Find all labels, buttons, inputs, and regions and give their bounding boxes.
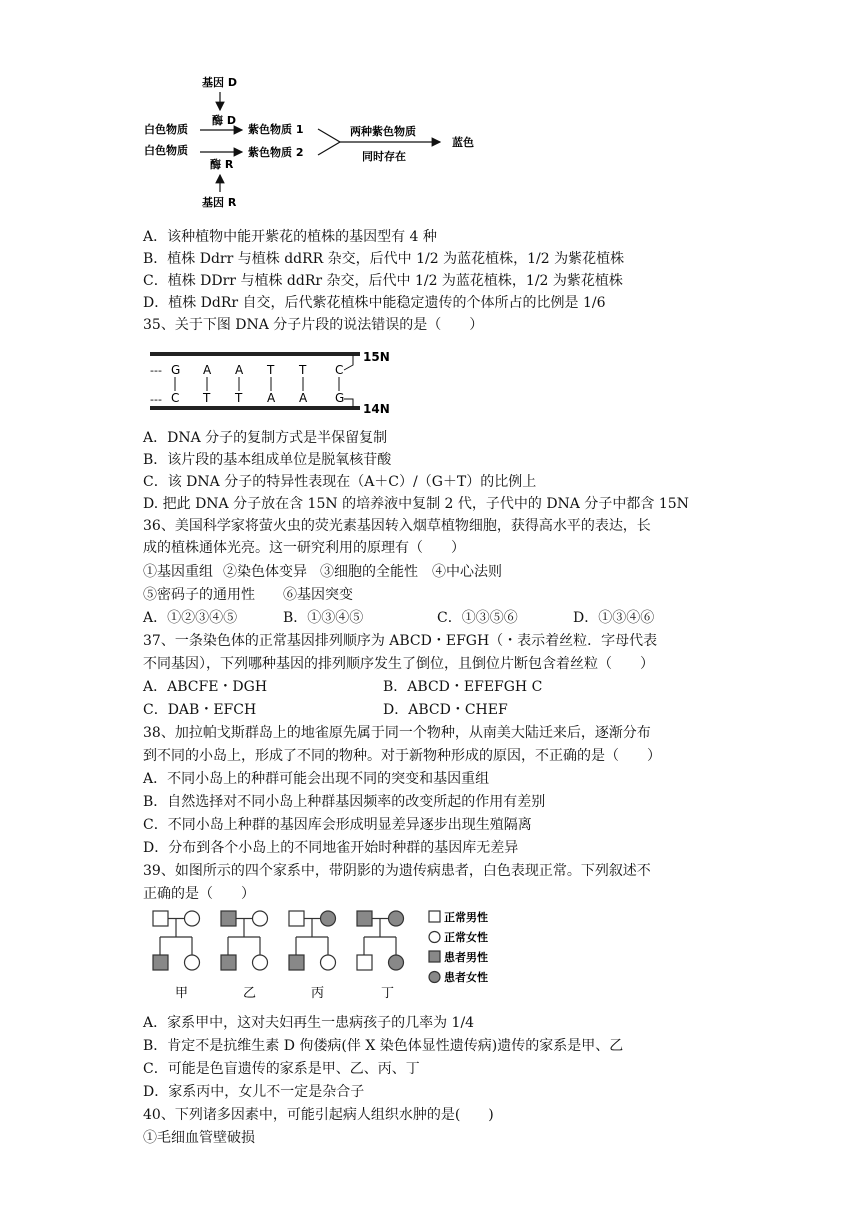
label-jia: 甲: [175, 986, 189, 1001]
enzyme-d-label: 酶 D: [212, 114, 236, 127]
label-14n: 14N: [363, 402, 390, 416]
q34-option-b: B．植株 Ddrr 与植株 ddRR 杂交，后代中 1/2 为蓝花植株，1/2 为紫花植株: [143, 251, 625, 267]
q34-option-a: A．该种植物中能开紫花的植株的基因型有 4 种: [143, 229, 437, 245]
q36-item-6: ⑥基因突变: [283, 587, 353, 603]
dna-fragment-diagram: [145, 343, 395, 418]
pedigree-legend: [429, 911, 440, 983]
q40-stem: 40、下列诸多因素中，可能引起病人组织水肿的是( ): [143, 1107, 494, 1123]
label-ding: 丁: [381, 986, 395, 1001]
family-jia: [153, 911, 200, 970]
q35-option-d: D. 把此 DNA 分子放在含 15N 的培养液中复制 2 代，子代中的 DNA 分子中都含 15N: [143, 496, 689, 512]
blue-label: 蓝色: [452, 136, 474, 149]
q35-option-c: C．该 DNA 分子的特异性表现在（A＋C）/（G＋T）的比例上: [143, 474, 537, 490]
q36-item-5: ⑤密码子的通用性: [143, 587, 255, 603]
q38-option-a: A．不同小岛上的种群可能会出现不同的突变和基因重组: [143, 771, 490, 787]
dna-top-strand: [150, 352, 360, 356]
q39-option-a: A．家系甲中，这对夫妇再生一患病孩子的几率为 1/4: [143, 1015, 475, 1031]
purple-substance-2: 紫色物质 2: [248, 146, 304, 159]
bottom-dash: ---: [150, 393, 162, 406]
family-yi: [221, 911, 268, 970]
bottom-base-1: C: [171, 391, 180, 405]
q36-option-c: C．①③⑤⑥: [437, 610, 518, 626]
legend-normal-female: 正常女性: [444, 931, 488, 944]
q36-item-4: ④中心法则: [432, 564, 502, 580]
white-substance-2: 白色物质: [144, 144, 188, 157]
q38-option-d: D．分布到各个小岛上的不同地雀开始时种群的基因库无差异: [143, 840, 519, 856]
q38-option-b: B．自然选择对不同小岛上种群基因频率的改变所起的作用有差别: [143, 794, 546, 810]
q36-option-a: A．①②③④⑤: [143, 610, 238, 626]
label-bing: 丙: [311, 986, 325, 1001]
merge-bracket: [318, 129, 340, 155]
base-pairs: [171, 355, 353, 407]
pathway-diagram: [140, 72, 490, 212]
bottom-base-4: A: [267, 391, 276, 405]
q36-stem-line2: 成的植株通体光亮。这一研究利用的原理有（ ）: [143, 540, 465, 556]
legend-affected-male: 患者男性: [444, 951, 488, 964]
pedigree-diagram: [145, 905, 505, 1005]
coexist-label: 同时存在: [362, 150, 406, 163]
q34-option-d: D．植株 DdRr 自交，后代紫花植株中能稳定遗传的个体所占的比例是 1/6: [143, 295, 606, 311]
q37-option-a: A．ABCFE・DGH: [143, 679, 268, 695]
top-base-6: C: [335, 363, 344, 377]
label-15n: 15N: [363, 350, 390, 364]
q38-option-c: C．不同小岛上种群的基因库会形成明显差异逐步出现生殖隔离: [143, 817, 532, 833]
bottom-base-6: G: [335, 391, 345, 405]
q39-option-c: C．可能是色盲遗传的家系是甲、乙、丙、丁: [143, 1061, 420, 1077]
q38-stem-line1: 38、加拉帕戈斯群岛上的地雀原先属于同一个物种，从南美大陆迁来后，逐渐分布: [143, 725, 651, 741]
top-base-5: T: [299, 363, 307, 377]
q37-stem-line1: 37、一条染色体的正常基因排列顺序为 ABCD・EFGH（・表示着丝粒．字母代表: [143, 633, 658, 649]
label-yi: 乙: [243, 986, 257, 1001]
enzyme-r-label: 酶 R: [210, 158, 234, 171]
bottom-base-3: T: [235, 391, 243, 405]
legend-affected-female: 患者女性: [444, 971, 488, 984]
gene-r-label: 基因 R: [202, 196, 237, 209]
q39-stem-line2: 正确的是（ ）: [143, 886, 255, 902]
white-substance-1: 白色物质: [144, 123, 188, 136]
top-base-1: G: [171, 363, 181, 377]
q37-option-b: B．ABCD・EFEFGH C: [383, 679, 543, 695]
q37-option-d: D．ABCD・CHEF: [383, 702, 508, 718]
both-purple-label: 两种紫色物质: [350, 125, 416, 138]
family-ding: [357, 911, 404, 970]
q39-option-b: B．肯定不是抗维生素 D 佝偻病(伴 X 染色体显性遗传病)遗传的家系是甲、乙: [143, 1038, 624, 1054]
q38-stem-line2: 到不同的小岛上，形成了不同的物种。对于新物种形成的原因，不正确的是（ ）: [143, 748, 661, 764]
family-bing: [289, 911, 336, 970]
q35-stem: 35、关于下图 DNA 分子片段的说法错误的是（ ）: [143, 317, 484, 333]
dna-bottom-strand: [150, 406, 360, 410]
q36-stem-line1: 36、美国科学家将萤火虫的荧光素基因转入烟草植物细胞，获得高水平的表达，长: [143, 518, 651, 534]
gene-d-label: 基因 D: [202, 76, 237, 89]
q36-items-row1: [143, 562, 502, 582]
q37-options-row2: [143, 700, 508, 720]
q36-options: [143, 608, 654, 628]
top-dash: ---: [150, 364, 162, 377]
q36-item-1: ①基因重组: [143, 564, 213, 580]
q36-option-b: B．①③④⑤: [283, 610, 364, 626]
q39-stem-line1: 39、如图所示的四个家系中，带阴影的为遗传病患者，白色表现正常。下列叙述不: [143, 863, 651, 879]
q36-item-3: ③细胞的全能性: [320, 564, 418, 580]
q35-option-a: A．DNA 分子的复制方式是半保留复制: [143, 430, 388, 446]
q37-stem-line2: 不同基因），下列哪种基因的排列顺序发生了倒位，且倒位片断包含着丝粒（ ）: [143, 656, 654, 672]
purple-substance-1: 紫色物质 1: [248, 123, 304, 136]
top-base-4: T: [267, 363, 275, 377]
top-base-3: A: [235, 363, 244, 377]
family-labels: [175, 986, 394, 1001]
bottom-base-5: A: [299, 391, 308, 405]
q40-item-1: ①毛细血管壁破损: [143, 1130, 255, 1146]
top-base-2: A: [203, 363, 212, 377]
q36-option-d: D．①③④⑥: [573, 610, 655, 626]
q35-option-b: B．该片段的基本组成单位是脱氧核苷酸: [143, 452, 392, 468]
q37-options-row1: [143, 677, 542, 697]
q34-option-c: C．植株 DDrr 与植株 ddRr 杂交，后代中 1/2 为蓝花植株，1/2 为紫花植株: [143, 273, 623, 289]
q37-option-c: C．DAB・EFCH: [143, 702, 257, 718]
bottom-base-2: T: [203, 391, 211, 405]
q36-items-row2: [143, 585, 353, 605]
q39-option-d: D．家系丙中，女儿不一定是杂合子: [143, 1084, 365, 1100]
q36-item-2: ②染色体变异: [223, 564, 307, 580]
legend-normal-male: 正常男性: [444, 911, 488, 924]
